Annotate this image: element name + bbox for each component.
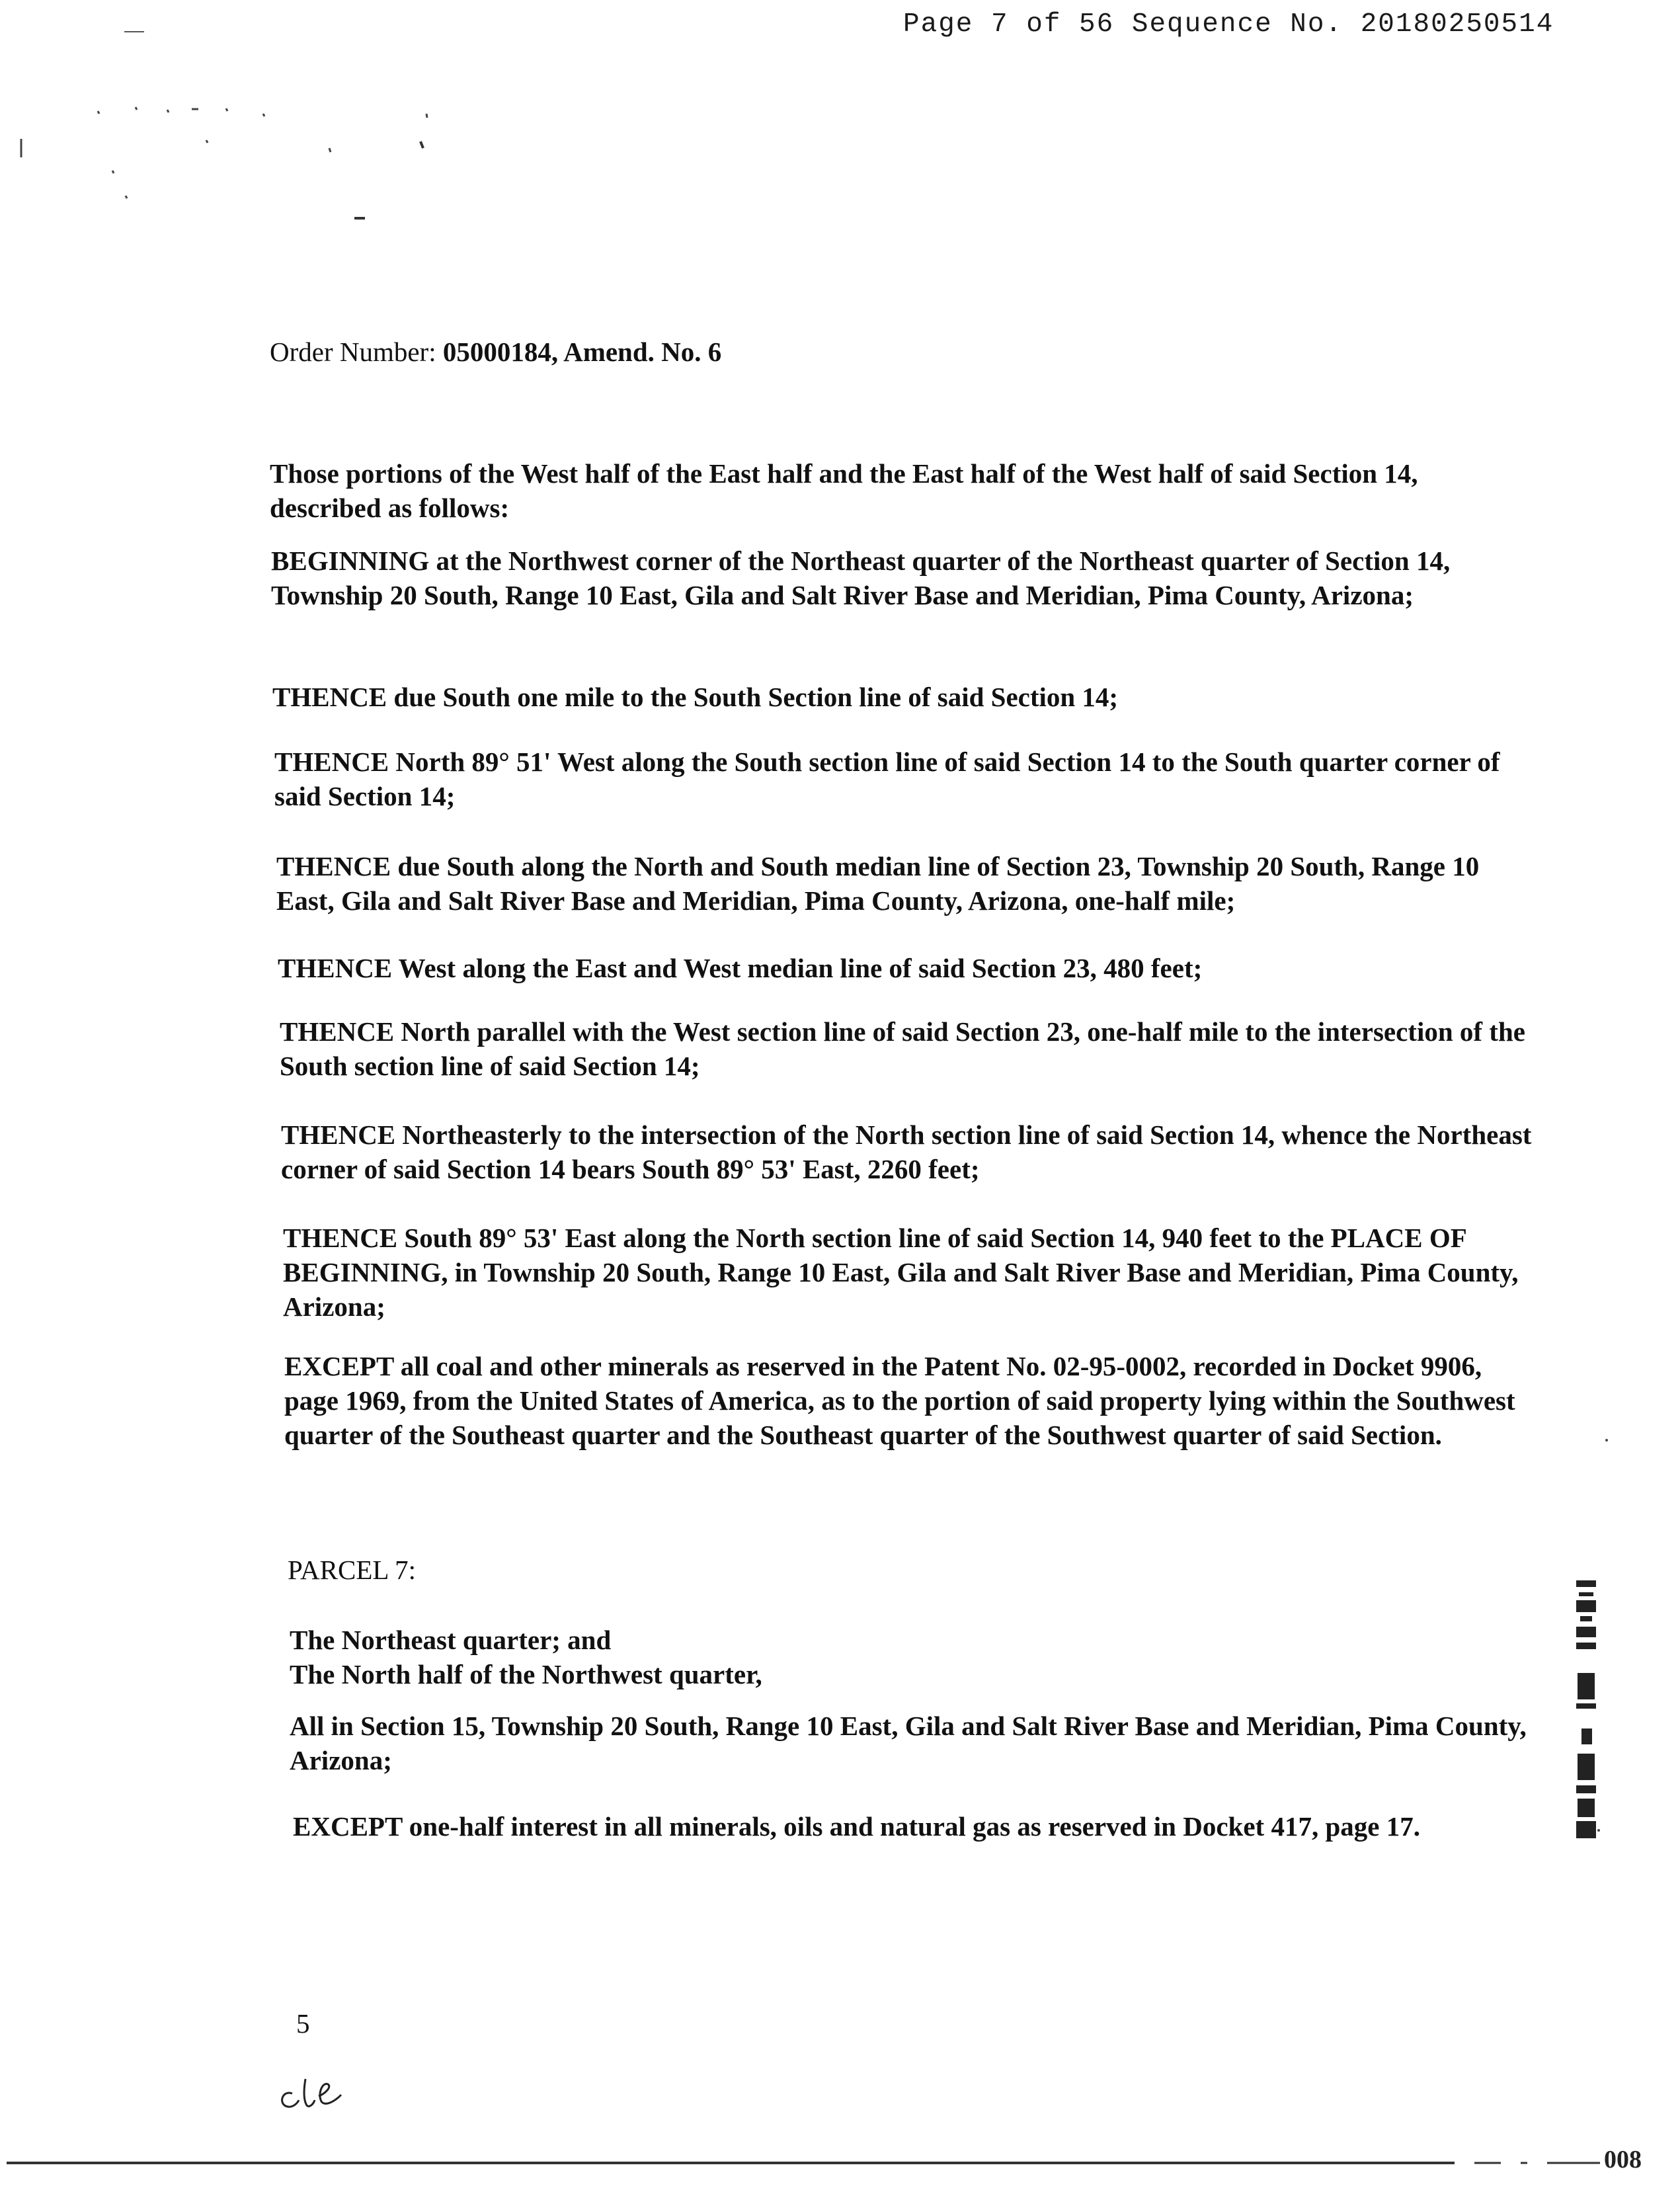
except-paragraph-minerals: EXCEPT all coal and other minerals as reserved in the Patent No. 02-95-0002, recorded in Docket 9906, page 1969, from the United States of America, as to the portion of said property lying within the Southwest quarter of the Southeast quarter and the Southeast quarter of the Southwest quarter of said Section. (284, 1351, 1515, 1450)
page-sequence-header: Page 7 of 56 Sequence No. 20180250514 (903, 9, 1554, 40)
order-number-label: Order Number: (270, 337, 436, 367)
parcel-line-1: The Northeast quarter; and (290, 1625, 612, 1655)
thence-paragraph-4: THENCE West along the East and West median line of said Section 23, 480 feet; (278, 953, 1203, 983)
handwritten-initials (272, 2067, 358, 2113)
page-number: 5 (296, 2008, 310, 2039)
intro-paragraph: Those portions of the West half of the East half and the East half of the West half of said Section 14, described as follows: (270, 458, 1418, 523)
thence-paragraph-6: THENCE Northeasterly to the intersection of the North section line of said Section 14, whence the Northeast corner of said Section 14 bears South 89° 53' East, 2260 feet; (281, 1119, 1532, 1184)
thence-paragraph-1: THENCE due South one mile to the South Section line of said Section 14; (272, 682, 1119, 712)
parcel-except-paragraph: EXCEPT one-half interest in all minerals, oils and natural gas as reserved in Docket 417, page 17. (293, 1811, 1420, 1842)
parcel-location-paragraph: All in Section 15, Township 20 South, Range 10 East, Gila and Salt River Base and Meridian, Pima County, Arizona; (290, 1711, 1527, 1775)
thence-paragraph-2: THENCE North 89° 51' West along the South section line of said Section 14 to the South quarter corner of said Section 14; (274, 747, 1500, 811)
scan-speck (1593, 1825, 1607, 1838)
thence-paragraph-5: THENCE North parallel with the West section line of said Section 23, one-half mile to the intersection of the South section line of said Section 14; (280, 1016, 1525, 1081)
beginning-paragraph: BEGINNING at the Northwest corner of the Northeast quarter of the Northeast quarter of Section 14, Township 20 South, Range 10 East, Gila and Salt River Base and Meridian, Pima County, Arizona; (271, 546, 1451, 610)
order-number (270, 336, 721, 368)
rotated-docket-stamp (1567, 1574, 1607, 1851)
scan-speck (1601, 1435, 1615, 1448)
scan-noise-marks (0, 0, 463, 238)
footer-rule (0, 2161, 1680, 2165)
parcel-heading: PARCEL 7: (288, 1555, 417, 1585)
parcel-line-2: The North half of the Northwest quarter, (290, 1659, 762, 1689)
corner-page-mark: 008 (1604, 2146, 1642, 2174)
thence-paragraph-7: THENCE South 89° 53' East along the North section line of said Section 14, 940 feet to the PLACE OF BEGINNING, in Township 20 South, Range 10 East, Gila and Salt River Base and Meridian, Pima County, Arizona; (283, 1223, 1519, 1322)
order-number-value: 05000184, Amend. No. 6 (442, 337, 722, 367)
thence-paragraph-3: THENCE due South along the North and South median line of Section 23, Township 20 South, Range 10 East, Gila and Salt River Base and Meridian, Pima County, Arizona, one-half mile; (276, 851, 1480, 916)
parcel-description (290, 1623, 1546, 1691)
